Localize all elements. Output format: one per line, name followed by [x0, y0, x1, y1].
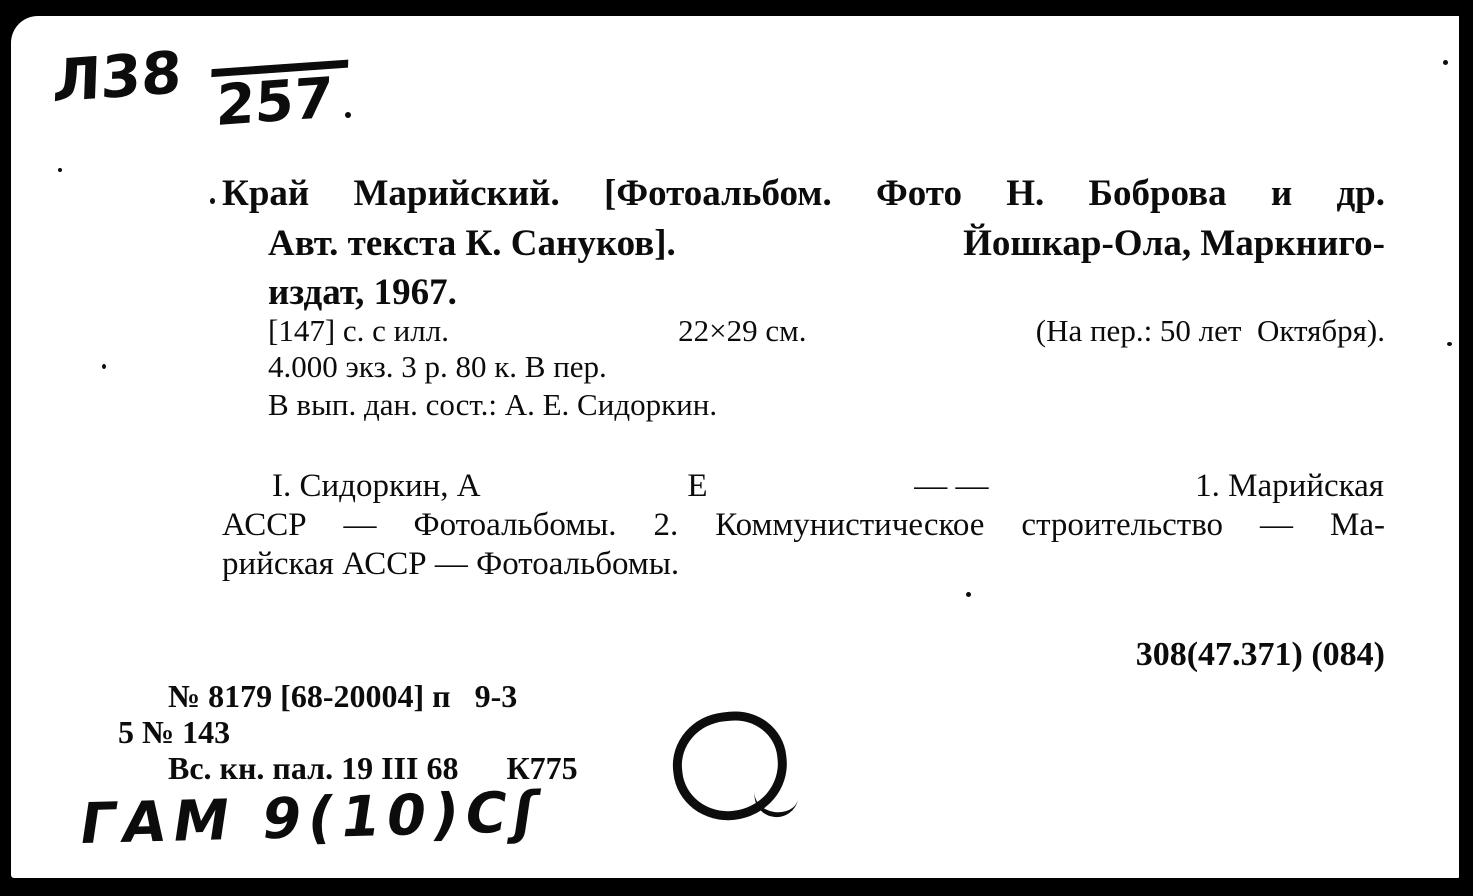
ink-speck: [210, 198, 215, 204]
entry-line2-left: Авт. текста К. Сануков].: [268, 223, 676, 264]
ink-speck: [1447, 342, 1452, 346]
ink-speck: [58, 168, 62, 172]
entry-line3: издат, 1967.: [268, 272, 457, 313]
classification-number: 308(47.371) (084): [1135, 636, 1385, 673]
handwritten-call-number: [51, 29, 349, 146]
entry-title-line: Край Марийский. [Фотоальбом. Фото Н. Боброва и др.: [222, 173, 1385, 214]
tracing-part1: I. Сидоркин, А: [272, 468, 481, 504]
series-line: 5 № 143: [118, 714, 231, 750]
tracing-part4: 1. Марийская: [1195, 468, 1384, 504]
call-number-top: Л38: [51, 38, 183, 116]
tracings-line2: АССР — Фотоальбомы. 2. Коммунистическое строительство — Ма-: [222, 507, 1385, 543]
tracing-part3: — —: [914, 468, 989, 504]
entry-line2: [268, 224, 1385, 265]
collation-note: (На пер.: 50 лет Октября).: [1035, 313, 1385, 348]
collation-line: [268, 314, 1385, 348]
collation-pages: [147] с. с илл.: [268, 313, 449, 348]
registry-line: № 8179 [68-20004] п 9-3: [168, 678, 518, 714]
ink-speck: [345, 112, 351, 118]
print-run-line: 4.000 экз. 3 р. 80 к. В пер.: [268, 349, 607, 384]
tracings-line3: рийская АССР — Фотоальбомы.: [222, 546, 680, 582]
ink-speck: [102, 364, 106, 369]
credits-line: В вып. дан. сост.: А. Е. Сидоркин.: [268, 387, 718, 422]
book-chamber-line: Вс. кн. пал. 19 III 68 К775: [168, 750, 578, 786]
ink-speck: [1443, 60, 1448, 65]
handwritten-bottom-note: ГАМ 9(10)Сʃ: [75, 779, 549, 858]
tracing-part2: Е: [687, 468, 708, 504]
entry-line2-right: Йошкар-Ола, Маркниго-: [963, 223, 1385, 264]
call-number-bottom: 257: [209, 60, 348, 136]
collation-size: 22×29 см.: [678, 313, 807, 348]
tracings-line1: [272, 468, 1384, 504]
ink-speck: [966, 592, 971, 597]
